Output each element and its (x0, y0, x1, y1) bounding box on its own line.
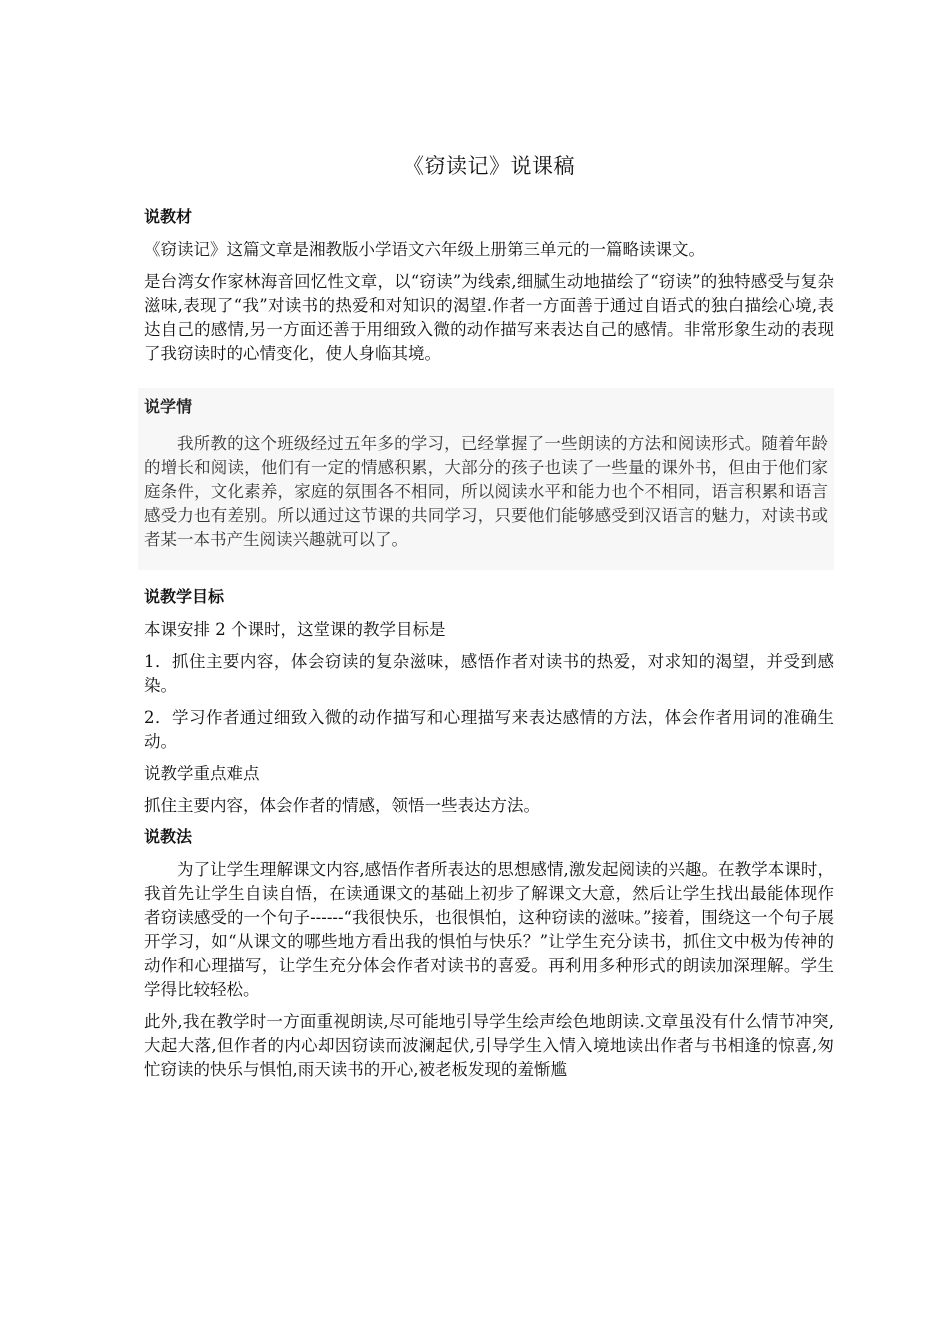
students-paragraph: 我所教的这个班级经过五年多的学习，已经掌握了一些朗读的方法和阅读形式。随着年龄的增长和阅读，他们有一定的情感积累，大部分的孩子也读了一些量的课外书，但由于他们家庭条件，文化素养，家庭的氛围各不相同，所以阅读水平和能力也个不相同，语言积累和语言感受力也有差别。所以通过这节课的共同学习，只要他们能够感受到汉语言的魅力，对读书或者某一本书产生阅读兴趣就可以了。 (144, 434, 828, 549)
goals-intro: 本课安排 2 个课时，这堂课的教学目标是 (144, 620, 446, 639)
section-heading-material: 说教材 (144, 207, 193, 226)
section-heading-goals: 说教学目标 (144, 587, 225, 606)
methods-paragraph-1: 为了让学生理解课文内容,感悟作者所表达的思想感情,激发起阅读的兴趣。在教学本课时，我首先让学生自读自悟，在读通课文的基础上初步了解课文大意，然后让学生找出最能体现作者窃读感受的一个句子------“我很快乐，也很惧怕，这种窃读的滋味。”接着，围绕这一个句子展开学习，如“从课文的哪些地方看出我的惧怕与快乐？”让学生充分读书，抓住文中极为传神的动作和心理描写，让学生充分体会作者对读书的喜爱。再利用多种形式的朗读加深理解。学生学得比较轻松。 (144, 860, 834, 999)
document-page (144, 150, 834, 1090)
methods-paragraph-2: 此外,我在教学时一方面重视朗读,尽可能地引导学生绘声绘色地朗读.文章虽没有什么情节冲突,大起大落,但作者的内心却因窃读而波澜起伏,引导学生入情入境地读出作者与书相逢的惊喜,匆忙窃读的快乐与惧怕,雨天读书的开心,被老板发现的羞惭尴 (144, 1012, 834, 1079)
material-paragraph-1: 《窃读记》这篇文章是湘教版小学语文六年级上册第三单元的一篇略读课文。 (144, 240, 705, 259)
section-heading-keypoints: 说教学重点难点 (144, 764, 260, 783)
goals-item-1: 1．抓住主要内容，体会窃读的复杂滋味，感悟作者对读书的热爱，对求知的渴望，并受到感染。 (144, 652, 834, 695)
material-paragraph-2: 是台湾女作家林海音回忆性文章，以“窃读”为线索,细腻生动地描绘了“窃读”的独特感受与复杂滋味,表现了“我”对读书的热爱和对知识的渴望.作者一方面善于通过自语式的独白描绘心境,表达自己的感情,另一方面还善于用细致入微的动作描写来表达自己的感情。非常形象生动的表现了我窃读时的心情变化，使人身临其境。 (144, 272, 834, 363)
section-heading-students: 说学情 (144, 397, 193, 416)
section-heading-methods: 说教法 (144, 827, 193, 846)
students-shaded-block (138, 388, 834, 570)
document-title: 《窃读记》说课稿 (403, 154, 575, 178)
keypoints-paragraph: 抓住主要内容，体会作者的情感，领悟一些表达方法。 (144, 796, 540, 815)
goals-item-2: 2．学习作者通过细致入微的动作描写和心理描写来表达感情的方法，体会作者用词的准确生动。 (144, 708, 834, 751)
